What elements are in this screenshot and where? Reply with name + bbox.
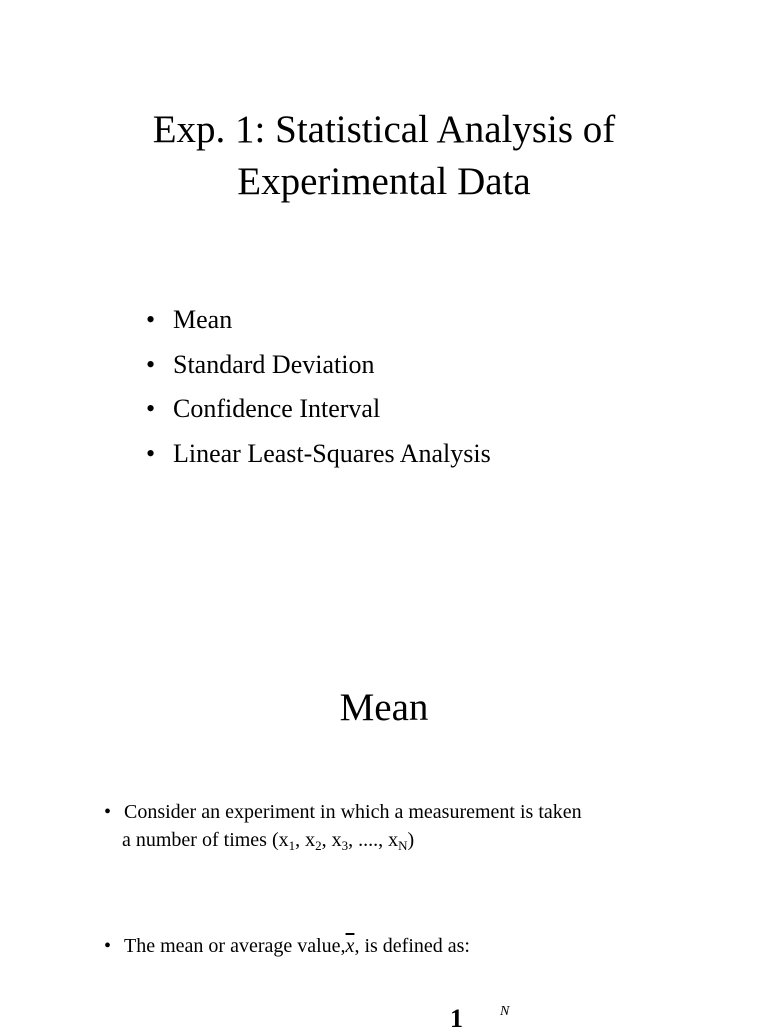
list-item-label: Linear Least-Squares Analysis: [173, 438, 491, 468]
bullet-icon: •: [104, 801, 112, 823]
paragraph-mean-definition: • The mean or average $value,\overline{x}$, is defined as:: [104, 932, 470, 960]
formula-fraction-one: 1: [450, 1004, 463, 1033]
list-item-label: Standard Deviation: [173, 349, 375, 379]
slide-2: [0, 520, 768, 1033]
topic-list: [146, 298, 491, 476]
list-item-label: Mean: [173, 305, 233, 334]
list-item: [146, 432, 491, 477]
paragraph-line-1: Consider an experiment in which a measurement is taken: [124, 801, 582, 823]
paragraph-measurement: [104, 798, 582, 854]
list-item: [146, 387, 491, 432]
list-item-label: Confidence Interval: [173, 394, 381, 424]
bullet-icon: •: [146, 305, 156, 334]
formula-sum-limit: N: [500, 1004, 510, 1019]
title-line-2: Experimental Data: [237, 160, 531, 203]
bullet-icon: •: [104, 935, 112, 957]
slide-title: Mean: [339, 686, 429, 729]
bullet-icon: •: [146, 394, 156, 424]
title-line-1: Exp. 1: Statistical Analysis of: [152, 108, 616, 151]
x-bar-symbol: $\overline{x}$: [345, 935, 355, 957]
list-item: [146, 343, 491, 388]
list-item: [146, 298, 491, 343]
bullet-icon: •: [146, 349, 156, 379]
bullet-icon: •: [146, 438, 156, 468]
slide-title: [0, 104, 768, 208]
paragraph-line-2: a number of times ($x_1$, $x_2$, $x_3$, ...., $x_N$): [122, 829, 415, 853]
